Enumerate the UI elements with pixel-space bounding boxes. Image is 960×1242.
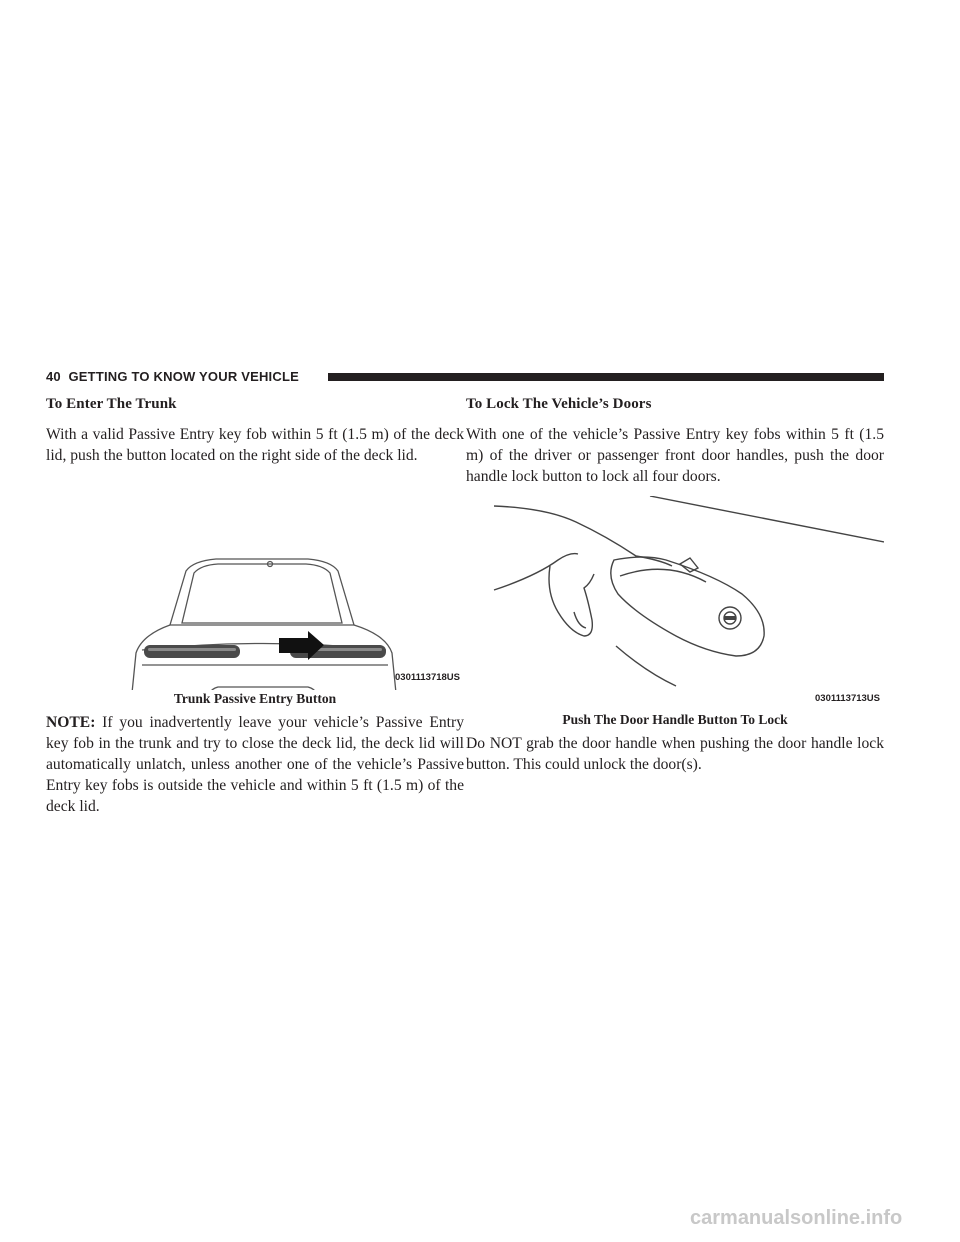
- lock-doors-heading: To Lock The Vehicle’s Doors: [466, 396, 652, 412]
- header-rule: [328, 373, 884, 381]
- figure-code: 0301113713US: [815, 693, 880, 704]
- section-title: GETTING TO KNOW YOUR VEHICLE: [68, 369, 299, 384]
- door-handle-illustration: [466, 496, 884, 711]
- note-paragraph: [46, 712, 464, 817]
- watermark: carmanualsonline.info: [690, 1207, 903, 1229]
- note-text: If you inadvertently leave your vehicle’s Passive Entry key fob in the trunk and try to close the deck lid, the deck lid will automatically unlatch, unless another one of the vehicle’s Passive Entry key fobs is outside the vehicle and within 5 ft (1.5 m) of the deck lid.: [46, 714, 464, 815]
- lock-doors-paragraph: With one of the vehicle’s Passive Entry key fobs within 5 ft (1.5 m) of the driver or passenger front door handles, push the door handle lock button to lock all four doors.: [466, 426, 884, 485]
- page-header-text: [46, 368, 299, 386]
- trunk-heading: To Enter The Trunk: [46, 396, 177, 412]
- page-header: [46, 368, 884, 386]
- left-column: [46, 394, 464, 817]
- car-rear-illustration: [46, 475, 464, 690]
- trunk-figure: [46, 475, 464, 690]
- warning-paragraph: Do NOT grab the door handle when pushing the door handle lock button. This could unlock the door(s).: [466, 735, 884, 773]
- figure-code: 0301113718US: [395, 672, 460, 683]
- trunk-paragraph: With a valid Passive Entry key fob within 5 ft (1.5 m) of the deck lid, push the button located on the right side of the deck lid.: [46, 426, 464, 464]
- page-number: 40: [46, 369, 61, 384]
- door-figure-caption: Push The Door Handle Button To Lock: [562, 712, 788, 727]
- trunk-figure-caption: Trunk Passive Entry Button: [173, 691, 337, 706]
- door-handle-figure: [466, 496, 884, 711]
- right-column: [466, 394, 884, 775]
- note-label: NOTE:: [46, 714, 96, 731]
